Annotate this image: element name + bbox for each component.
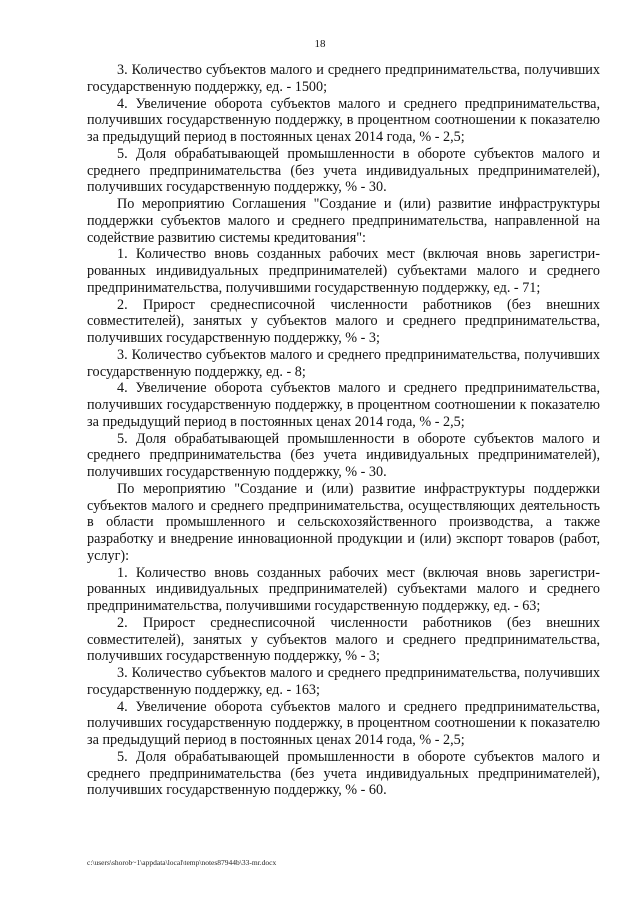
paragraph: 5. Доля обрабатывающей промышленности в обороте субъектов малого и среднего предпринимательства (без учета индивидуальных предпринимателей), получивших государственную поддержку, % - 60. [87,748,600,799]
paragraph: 4. Увеличение оборота субъектов малого и среднего предпринимательства, получивших государственную поддержку, в процентном соотношении к показателю за предыдущий период в постоянных ценах 2014 года, % - 2,5; [87,698,600,748]
paragraph: 3. Количество субъектов малого и среднего предпринимательства, получивших государственную поддержку, ед. - 1500; [87,62,600,95]
paragraph: 2. Прирост среднесписочной численности работников (без внешних совместителей), занятых у субъектов малого и среднего предпринимательства, получивших государственную поддержку, % - 3; [87,614,600,665]
paragraph: 5. Доля обрабатывающей промышленности в обороте субъектов малого и среднего предпринимательства (без учета индивидуальных предпринимателей), получивших государственную поддержку, % - 30. [87,145,600,196]
paragraph: 3. Количество субъектов малого и среднего предпринимательства, получивших государственную поддержку, ед. - 163; [87,665,600,698]
document-body [87,62,600,799]
paragraph: 5. Доля обрабатывающей промышленности в обороте субъектов малого и среднего предпринимательства (без учета индивидуальных предпринимателей), получивших государственную поддержку, % - 30. [87,430,600,480]
paragraph: 4. Увеличение оборота субъектов малого и среднего предпринимательства, получивших государственную поддержку, в процентном соотношении к показателю за предыдущий период в постоянных ценах 2014 года, % - 2,5; [87,95,600,145]
paragraph: По мероприятию Соглашения "Создание и (или) развитие инфраструктуры поддержки субъектов малого и среднего предпринимательства, направленной на содействие развитию системы кредитования": [87,196,600,246]
paragraph: 1. Количество вновь созданных рабочих мест (включая вновь зарегистрированных индивидуальных предпринимателей) субъектами малого и среднего предпринимательства, получившими государственную поддержку, ед. - 71; [87,246,600,296]
paragraph: 1. Количество вновь созданных рабочих мест (включая вновь зарегистрированных индивидуальных предпринимателей) субъектами малого и среднего предпринимательства, получившими государственную поддержку, ед. - 63; [87,564,600,614]
paragraph: 4. Увеличение оборота субъектов малого и среднего предпринимательства, получивших государственную поддержку, в процентном соотношении к показателю за предыдущий период в постоянных ценах 2014 года, % - 2,5; [87,380,600,430]
page-number: 18 [314,38,326,50]
paragraph: 2. Прирост среднесписочной численности работников (без внешних совместителей), занятых у субъектов малого и среднего предпринимательства, получивших государственную поддержку, % - 3; [87,296,600,346]
paragraph: 3. Количество субъектов малого и среднего предпринимательства, получивших государственную поддержку, ед. - 8; [87,346,600,380]
paragraph: По мероприятию "Создание и (или) развитие инфраструктуры поддержки субъектов малого и среднего предпринимательства, осуществляющих деятельность в области промышленного и сельскохозяйственного производства, а также разработку и внедрение инновационной продукции и (или) экспорт товаров (работ, услуг): [87,480,600,564]
footer-file-path: c:\users\shorob~1\appdata\local\temp\notes87944b\33-mr.docx [87,858,277,867]
